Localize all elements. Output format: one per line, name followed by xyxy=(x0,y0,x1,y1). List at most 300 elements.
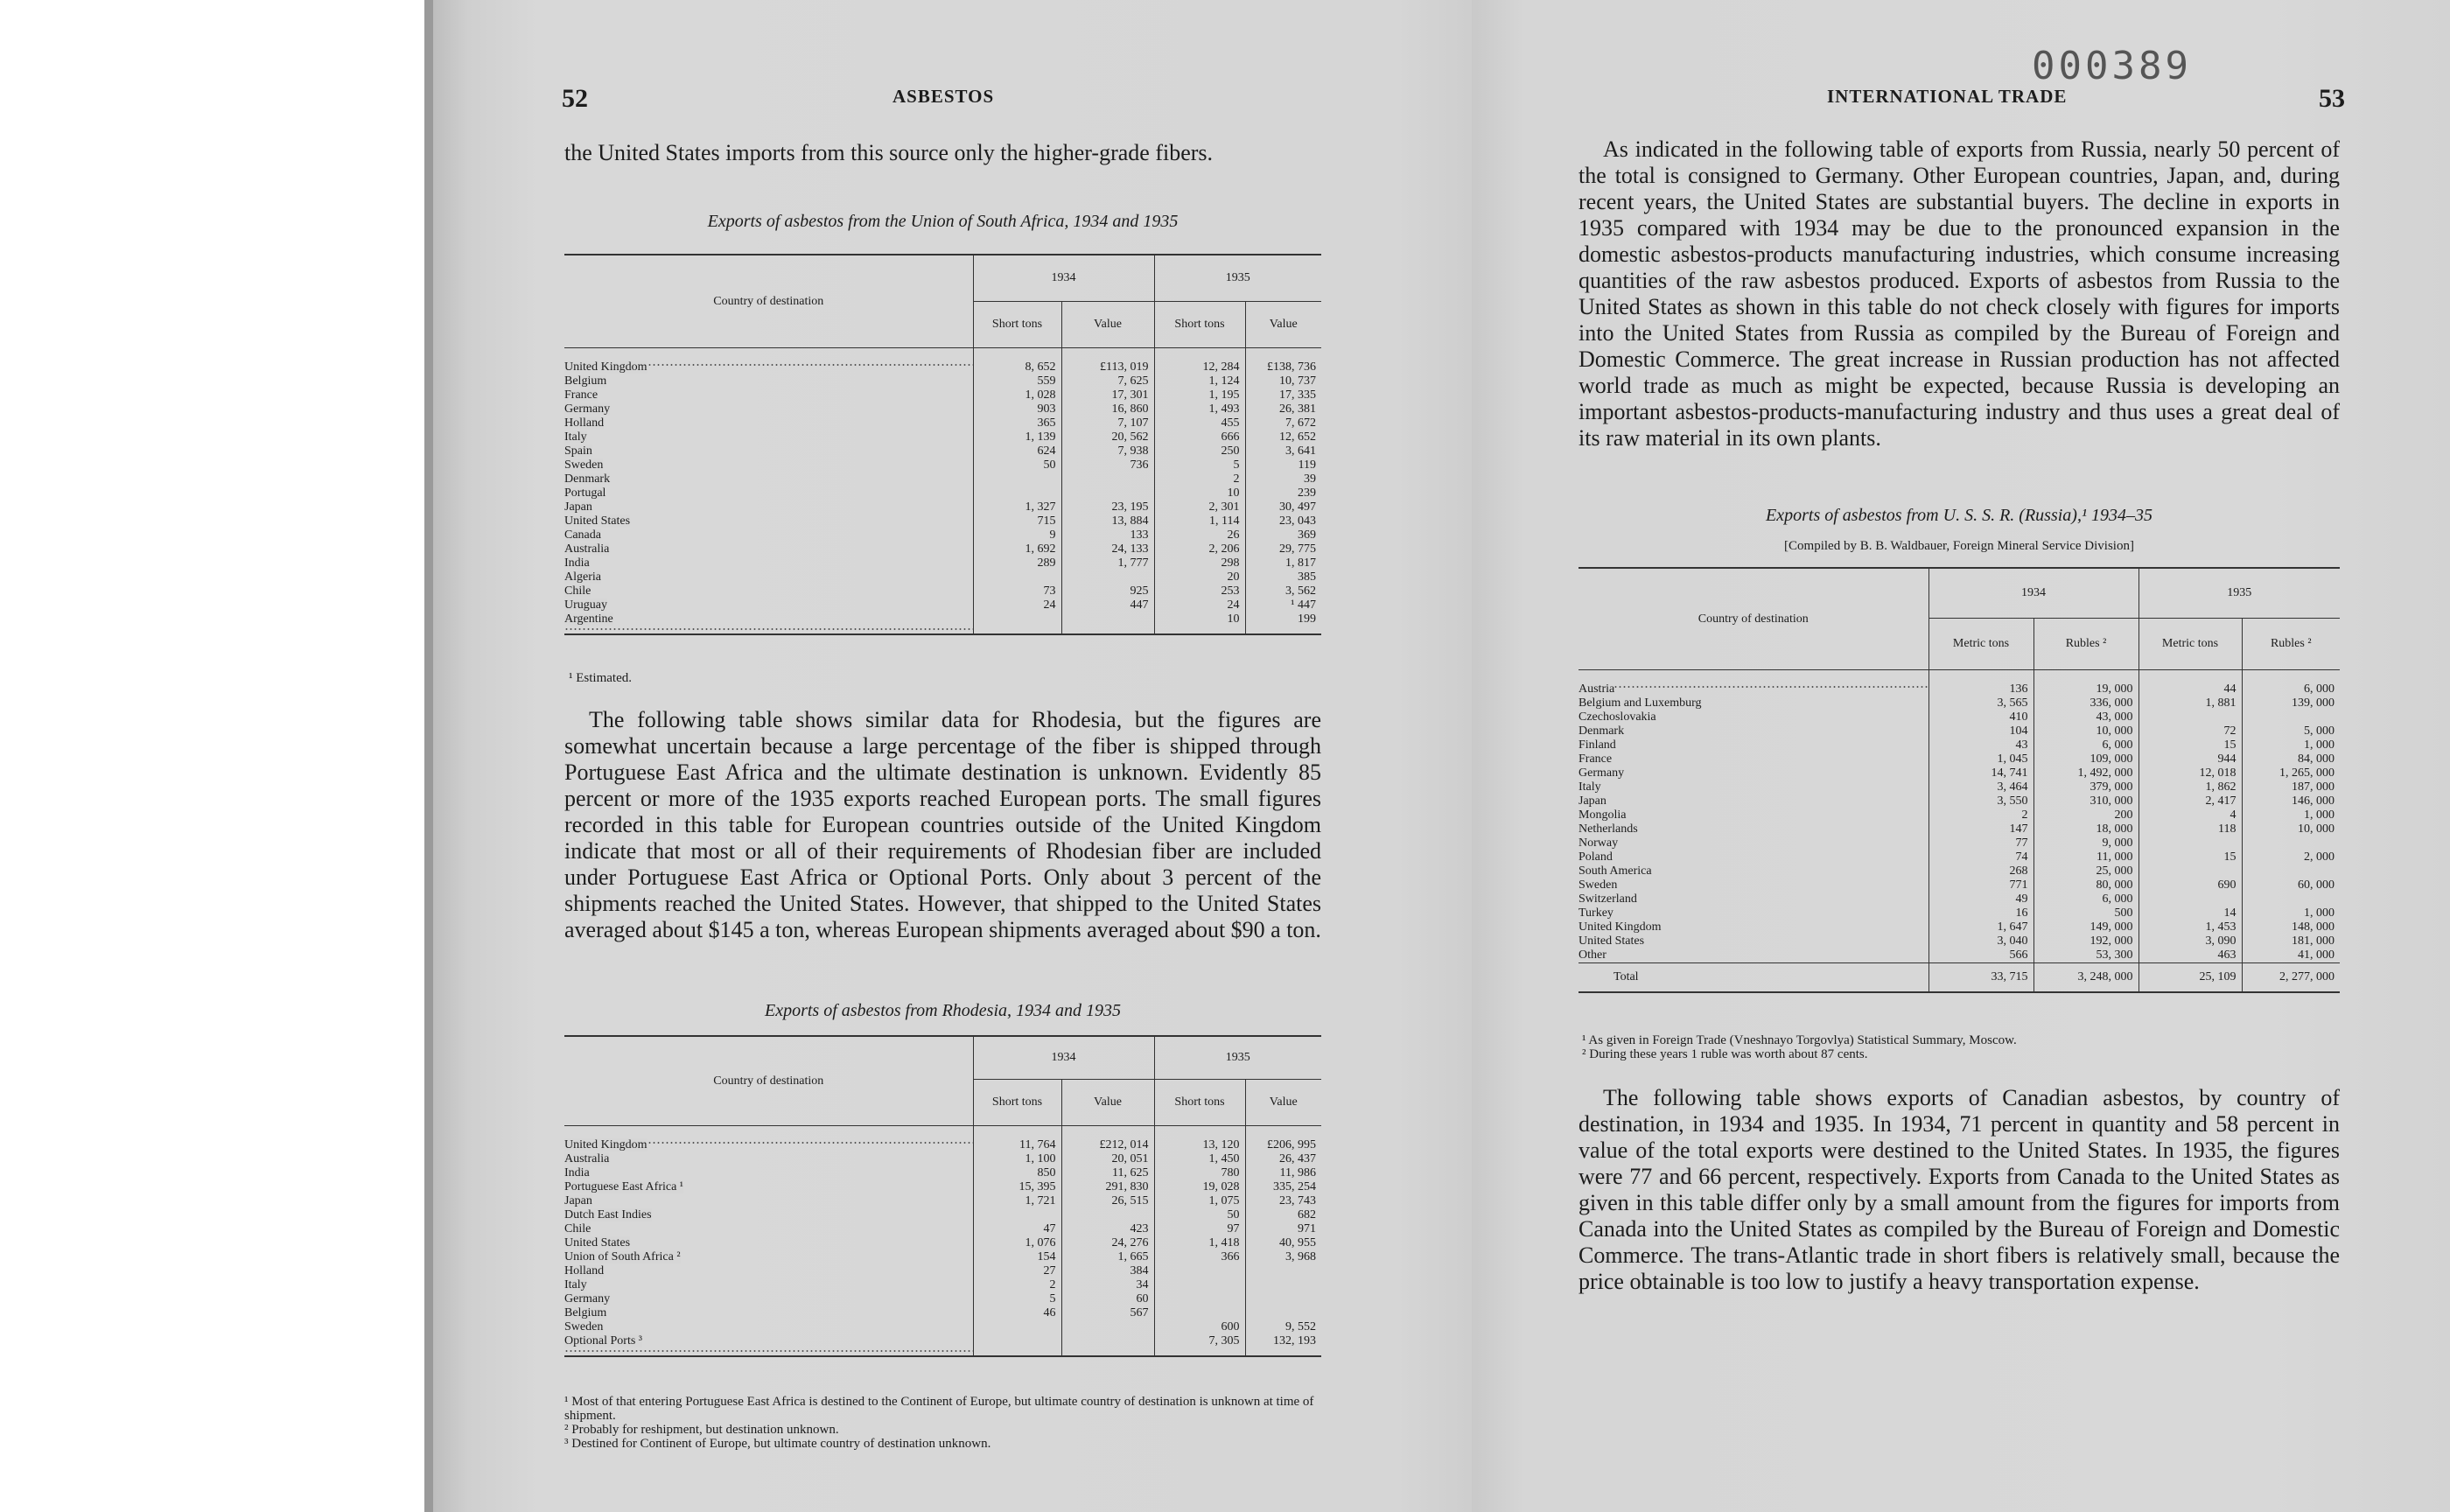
country-name: United Kingdom xyxy=(1578,920,1662,934)
table-row xyxy=(1578,752,2340,766)
russia-paragraph: As indicated in the following table of exports from Russia, nearly 50 percent of the total is consigned to Germany. Other European countries, Japan, and, during recent years, the United States are substantial buyers. The decline in exports in 1935 compared with 1934 may be due to the pronounced expansion in the domestic asbestos-products manufacturing industries, which consume increasing quantities of the raw asbestos produced. Exports of asbestos from Russia to the United States as shown in this table do not check closely with figures for imports into the United States from Russia as compiled by the Bureau of Foreign and Domestic Commerce. The great increase in Russian production has not affected world trade as much as might be expected, because Russia is developing an important asbestos-products-manufacturing industry and thus uses a great deal of its raw material in its own plants. xyxy=(1578,136,2340,451)
value-cell: 6, 000 xyxy=(2034,892,2138,906)
country-cell xyxy=(1578,670,1928,697)
value-cell: 15 xyxy=(2138,738,2242,752)
value-cell: 250 xyxy=(1154,444,1245,458)
value-cell: 9 xyxy=(973,528,1061,542)
value-cell: 1, 692 xyxy=(973,542,1061,556)
country-cell xyxy=(1578,766,1928,780)
value-cell: 1, 777 xyxy=(1061,556,1154,570)
value-cell: 944 xyxy=(2138,752,2242,766)
value-cell: 53, 300 xyxy=(2034,948,2138,963)
value-cell: 3, 090 xyxy=(2138,934,2242,948)
value-cell: 3, 968 xyxy=(1245,1250,1321,1264)
table-row xyxy=(564,430,1321,444)
country-cell xyxy=(564,1180,973,1194)
table-row xyxy=(564,388,1321,402)
country-name: Mongolia xyxy=(1578,808,1627,822)
value-cell: 43 xyxy=(1928,738,2034,752)
country-cell xyxy=(1578,724,1928,738)
value-cell: 24 xyxy=(1154,598,1245,612)
value-cell: 13, 884 xyxy=(1061,514,1154,528)
country-name: Portugal xyxy=(564,486,606,500)
value-cell: 148, 000 xyxy=(2242,920,2340,934)
country-name: Turkey xyxy=(1578,906,1614,920)
value-cell: 366 xyxy=(1154,1250,1245,1264)
value-cell: 410 xyxy=(1928,710,2034,724)
header-col: Value xyxy=(1061,1080,1154,1126)
table-row xyxy=(564,1236,1321,1250)
value-cell: 10, 737 xyxy=(1245,374,1321,388)
table-row xyxy=(1578,892,2340,906)
table-row xyxy=(564,612,1321,634)
value-cell: 13, 120 xyxy=(1154,1126,1245,1153)
value-cell: 2, 277, 000 xyxy=(2242,963,2340,993)
country-name: Sweden xyxy=(1578,878,1618,892)
country-cell xyxy=(564,556,973,570)
country-cell xyxy=(564,1166,973,1180)
header-col: Metric tons xyxy=(1928,619,2034,670)
value-cell: 2, 301 xyxy=(1154,500,1245,514)
value-cell: 77 xyxy=(1928,836,2034,850)
country-cell xyxy=(564,598,973,612)
value-cell xyxy=(1061,1334,1154,1356)
table-row xyxy=(564,584,1321,598)
value-cell: 118 xyxy=(2138,822,2242,836)
value-cell: 26, 381 xyxy=(1245,402,1321,416)
rhodesia-exports-table xyxy=(564,1035,1321,1357)
canada-paragraph: The following table shows exports of Canadian asbestos, by country of destination, in 1934 and 1935. In 1934, 71 percent in quantity and 58 percent in value of the total exports were destined to the United States. In 1935, the figures were 77 and 66 percent, respectively. Exports from Canada to the United States as given in this table differ only by a small amount from the figures for imports from Canada into the United States as compiled by the Bureau of Foreign and Domestic Commerce. The trans-Atlantic trade in short fibers is relatively small, because the price obtainable is too low to justify a heavy transportation expense. xyxy=(1578,1085,2340,1294)
table-row xyxy=(1578,780,2340,794)
value-cell: 30, 497 xyxy=(1245,500,1321,514)
intro-paragraph: the United States imports from this source only the higher-grade fibers. xyxy=(564,140,1214,165)
table-row xyxy=(564,1320,1321,1334)
value-cell xyxy=(973,570,1061,584)
value-cell: 1, 418 xyxy=(1154,1236,1245,1250)
value-cell: 682 xyxy=(1245,1208,1321,1222)
value-cell: £206, 995 xyxy=(1245,1126,1321,1153)
value-cell: 19, 028 xyxy=(1154,1180,1245,1194)
value-cell: 24, 133 xyxy=(1061,542,1154,556)
country-cell xyxy=(1578,738,1928,752)
value-cell: 60, 000 xyxy=(2242,878,2340,892)
header-year-1935: 1935 xyxy=(1154,255,1321,302)
value-cell: 4 xyxy=(2138,808,2242,822)
value-cell: 10, 000 xyxy=(2034,724,2138,738)
table-row xyxy=(564,1126,1321,1153)
value-cell: 1, 647 xyxy=(1928,920,2034,934)
header-col: Value xyxy=(1245,302,1321,348)
value-cell xyxy=(1154,1292,1245,1306)
value-cell xyxy=(1245,1292,1321,1306)
value-cell: 33, 715 xyxy=(1928,963,2034,993)
country-cell xyxy=(564,458,973,472)
country-name: Belgium xyxy=(564,374,607,388)
south-africa-exports-table xyxy=(564,254,1321,635)
footnote: ² During these years 1 ruble was worth about 87 cents. xyxy=(1582,1047,1868,1061)
value-cell xyxy=(973,486,1061,500)
value-cell: 12, 652 xyxy=(1245,430,1321,444)
value-cell: 15 xyxy=(2138,850,2242,864)
table-row xyxy=(564,514,1321,528)
value-cell: 335, 254 xyxy=(1245,1180,1321,1194)
value-cell: 9, 000 xyxy=(2034,836,2138,850)
value-cell: 1, 045 xyxy=(1928,752,2034,766)
value-cell: 11, 764 xyxy=(973,1126,1061,1153)
value-cell: 298 xyxy=(1154,556,1245,570)
value-cell: 385 xyxy=(1245,570,1321,584)
value-cell: 16, 860 xyxy=(1061,402,1154,416)
value-cell: 187, 000 xyxy=(2242,780,2340,794)
value-cell: 239 xyxy=(1245,486,1321,500)
value-cell: 500 xyxy=(2034,906,2138,920)
value-cell: 690 xyxy=(2138,878,2242,892)
value-cell: 666 xyxy=(1154,430,1245,444)
country-name: Optional Ports ³ xyxy=(564,1334,642,1348)
country-name: Spain xyxy=(564,444,592,458)
value-cell: 40, 955 xyxy=(1245,1236,1321,1250)
value-cell: 10, 000 xyxy=(2242,822,2340,836)
value-cell xyxy=(2242,710,2340,724)
country-cell xyxy=(564,542,973,556)
table-row xyxy=(1578,724,2340,738)
value-cell: 463 xyxy=(2138,948,2242,963)
value-cell: 1, 453 xyxy=(2138,920,2242,934)
country-name: Belgium and Luxemburg xyxy=(1578,696,1702,710)
header-col: Value xyxy=(1245,1080,1321,1126)
table-row xyxy=(564,1194,1321,1208)
value-cell xyxy=(1245,1278,1321,1292)
country-name: United States xyxy=(1578,934,1645,948)
value-cell: 20, 562 xyxy=(1061,430,1154,444)
country-cell xyxy=(564,430,973,444)
country-cell xyxy=(564,388,973,402)
value-cell: 72 xyxy=(2138,724,2242,738)
value-cell: 136 xyxy=(1928,670,2034,697)
running-head: ASBESTOS xyxy=(892,86,995,107)
value-cell: 23, 743 xyxy=(1245,1194,1321,1208)
value-cell: 2 xyxy=(973,1278,1061,1292)
value-cell: 365 xyxy=(973,416,1061,430)
value-cell: 384 xyxy=(1061,1264,1154,1278)
country-cell xyxy=(1578,906,1928,920)
value-cell xyxy=(1061,1208,1154,1222)
value-cell xyxy=(1154,1264,1245,1278)
table-row xyxy=(1578,906,2340,920)
value-cell: 200 xyxy=(2034,808,2138,822)
table-subcaption: [Compiled by B. B. Waldbauer, Foreign Mineral Service Division] xyxy=(1784,539,2134,553)
value-cell: 97 xyxy=(1154,1222,1245,1236)
value-cell: 736 xyxy=(1061,458,1154,472)
country-name: Uruguay xyxy=(564,598,607,612)
value-cell: 5 xyxy=(973,1292,1061,1306)
rhodesia-paragraph: The following table shows similar data for Rhodesia, but the figures are somewhat uncertain because a large percentage of the fiber is shipped through Portuguese East Africa and the ultimate destination is unknown. Evidently 85 percent or more of the 1935 exports reached European ports. The small figures recorded in this table for European countries outside of the United Kingdom indicate that most or all of their requirements of Rhodesian fiber are included under Portuguese East Africa or Optional Ports. Only about 3 percent of the shipments reached the United States. However, that shipped to the United States averaged about $145 a ton, whereas European shipments averaged about $90 a ton. xyxy=(564,707,1321,942)
value-cell: 24, 276 xyxy=(1061,1236,1154,1250)
table-row xyxy=(1578,864,2340,878)
country-cell xyxy=(564,1264,973,1278)
country-name: South America xyxy=(1578,864,1652,878)
table-row xyxy=(564,486,1321,500)
value-cell: 25, 109 xyxy=(2138,963,2242,993)
value-cell: 1, 721 xyxy=(973,1194,1061,1208)
table-row xyxy=(564,1292,1321,1306)
country-name: Japan xyxy=(564,500,592,514)
country-cell xyxy=(564,514,973,528)
footnote: ¹ Most of that entering Portuguese East Africa is destined to the Continent of Europe, but ultimate country of destination is unknown at time of shipment. xyxy=(564,1395,1314,1423)
page-number: 53 xyxy=(2319,84,2345,113)
table-row xyxy=(564,1180,1321,1194)
value-cell: 6, 000 xyxy=(2242,670,2340,697)
value-cell: 5 xyxy=(1154,458,1245,472)
country-cell xyxy=(1578,752,1928,766)
value-cell: 34 xyxy=(1061,1278,1154,1292)
table-row xyxy=(564,500,1321,514)
value-cell: 567 xyxy=(1061,1306,1154,1320)
value-cell xyxy=(1245,1306,1321,1320)
value-cell: 109, 000 xyxy=(2034,752,2138,766)
value-cell: 27 xyxy=(973,1264,1061,1278)
value-cell: 74 xyxy=(1928,850,2034,864)
table-row xyxy=(564,1250,1321,1264)
value-cell: 3, 040 xyxy=(1928,934,2034,948)
country-name: Japan xyxy=(564,1194,592,1208)
table-caption: Exports of asbestos from U. S. S. R. (Russia),¹ 1934–35 xyxy=(1766,506,2152,525)
value-cell: 1, 265, 000 xyxy=(2242,766,2340,780)
value-cell: 50 xyxy=(1154,1208,1245,1222)
table-row xyxy=(564,1306,1321,1320)
value-cell: 3, 565 xyxy=(1928,696,2034,710)
value-cell: 14 xyxy=(2138,906,2242,920)
value-cell: 310, 000 xyxy=(2034,794,2138,808)
value-cell: 39 xyxy=(1245,472,1321,486)
value-cell: 119 xyxy=(1245,458,1321,472)
value-cell: 447 xyxy=(1061,598,1154,612)
value-cell: £138, 736 xyxy=(1245,348,1321,375)
table-row xyxy=(564,444,1321,458)
header-col: Metric tons xyxy=(2138,619,2242,670)
value-cell: 925 xyxy=(1061,584,1154,598)
country-name: Holland xyxy=(564,416,605,430)
value-cell: 455 xyxy=(1154,416,1245,430)
country-cell xyxy=(564,1334,973,1356)
value-cell: 2, 417 xyxy=(2138,794,2242,808)
value-cell: 1, 327 xyxy=(973,500,1061,514)
country-name: Chile xyxy=(564,1222,592,1236)
country-cell xyxy=(1578,963,1928,993)
table-row xyxy=(564,1166,1321,1180)
value-cell: 6, 000 xyxy=(2034,738,2138,752)
value-cell: 5, 000 xyxy=(2242,724,2340,738)
country-cell xyxy=(1578,836,1928,850)
value-cell: 47 xyxy=(973,1222,1061,1236)
country-cell xyxy=(564,584,973,598)
table-caption: Exports of asbestos from Rhodesia, 1934 and 1935 xyxy=(764,1001,1122,1020)
value-cell: 18, 000 xyxy=(2034,822,2138,836)
table-row xyxy=(564,542,1321,556)
table-row xyxy=(1578,934,2340,948)
country-cell xyxy=(564,1278,973,1292)
country-name: United Kingdom xyxy=(564,1138,648,1152)
value-cell: 253 xyxy=(1154,584,1245,598)
value-cell: 12, 018 xyxy=(2138,766,2242,780)
country-cell xyxy=(1578,864,1928,878)
value-cell: 15, 395 xyxy=(973,1180,1061,1194)
header-col: Rubles ² xyxy=(2242,619,2340,670)
country-cell xyxy=(1578,948,1928,963)
value-cell: 3, 550 xyxy=(1928,794,2034,808)
footnotes xyxy=(1582,1033,2340,1061)
country-name: United States xyxy=(564,1236,631,1250)
value-cell xyxy=(1061,612,1154,634)
value-cell: 25, 000 xyxy=(2034,864,2138,878)
header-country: Country of destination xyxy=(1578,568,1928,670)
value-cell: 2, 206 xyxy=(1154,542,1245,556)
value-cell xyxy=(2138,836,2242,850)
header-year-1935: 1935 xyxy=(1154,1036,1321,1080)
value-cell: 1, 195 xyxy=(1154,388,1245,402)
table-row xyxy=(1578,850,2340,864)
value-cell: 41, 000 xyxy=(2242,948,2340,963)
value-cell xyxy=(2242,892,2340,906)
value-cell: 199 xyxy=(1245,612,1321,634)
value-cell xyxy=(2242,864,2340,878)
value-cell: 1, 000 xyxy=(2242,906,2340,920)
country-name: India xyxy=(564,1166,590,1180)
russia-exports-table xyxy=(1578,567,2340,993)
value-cell: 73 xyxy=(973,584,1061,598)
country-cell xyxy=(564,528,973,542)
value-cell: 771 xyxy=(1928,878,2034,892)
value-cell: 80, 000 xyxy=(2034,878,2138,892)
value-cell: 23, 043 xyxy=(1245,514,1321,528)
table-row xyxy=(1578,766,2340,780)
value-cell: 2 xyxy=(1928,808,2034,822)
header-col: Rubles ² xyxy=(2034,619,2138,670)
value-cell: 291, 830 xyxy=(1061,1180,1154,1194)
value-cell: 1, 862 xyxy=(2138,780,2242,794)
value-cell: 369 xyxy=(1245,528,1321,542)
table-row xyxy=(1578,670,2340,697)
country-name: Dutch East Indies xyxy=(564,1208,652,1222)
country-cell xyxy=(1578,780,1928,794)
country-cell xyxy=(1578,892,1928,906)
country-cell xyxy=(1578,822,1928,836)
table-row xyxy=(1578,808,2340,822)
value-cell: 1, 665 xyxy=(1061,1250,1154,1264)
value-cell: 7, 672 xyxy=(1245,416,1321,430)
value-cell xyxy=(1061,472,1154,486)
value-cell: 1, 492, 000 xyxy=(2034,766,2138,780)
header-col: Value xyxy=(1061,302,1154,348)
value-cell xyxy=(973,1208,1061,1222)
value-cell: 104 xyxy=(1928,724,2034,738)
table-row xyxy=(564,1278,1321,1292)
value-cell xyxy=(2242,836,2340,850)
country-name: Holland xyxy=(564,1264,605,1278)
country-name: France xyxy=(564,388,598,402)
value-cell: 423 xyxy=(1061,1222,1154,1236)
value-cell xyxy=(2138,864,2242,878)
country-name: Australia xyxy=(564,1152,610,1166)
country-cell xyxy=(564,1292,973,1306)
country-cell xyxy=(564,444,973,458)
value-cell: 24 xyxy=(973,598,1061,612)
country-name: Canada xyxy=(564,528,601,542)
value-cell: 3, 562 xyxy=(1245,584,1321,598)
value-cell: 1, 493 xyxy=(1154,402,1245,416)
country-name: United Kingdom xyxy=(564,360,648,374)
header-col: Short tons xyxy=(1154,1080,1245,1126)
value-cell: ¹ 447 xyxy=(1245,598,1321,612)
value-cell: 12, 284 xyxy=(1154,348,1245,375)
value-cell: 19, 000 xyxy=(2034,670,2138,697)
country-name: Italy xyxy=(564,430,587,444)
value-cell: 26 xyxy=(1154,528,1245,542)
table-row xyxy=(1578,920,2340,934)
right-page xyxy=(1472,0,2450,1512)
country-cell xyxy=(564,500,973,514)
table-row xyxy=(1578,794,2340,808)
value-cell: 1, 000 xyxy=(2242,738,2340,752)
table-row xyxy=(564,528,1321,542)
value-cell: 84, 000 xyxy=(2242,752,2340,766)
header-col: Short tons xyxy=(1154,302,1245,348)
table-row xyxy=(564,402,1321,416)
value-cell: 1, 139 xyxy=(973,430,1061,444)
country-name: Chile xyxy=(564,584,592,598)
table-caption: Exports of asbestos from the Union of South Africa, 1934 and 1935 xyxy=(707,212,1179,231)
country-cell xyxy=(564,1152,973,1166)
country-name: Netherlands xyxy=(1578,822,1638,836)
table-row xyxy=(1578,836,2340,850)
table-row xyxy=(1578,948,2340,963)
value-cell xyxy=(1061,570,1154,584)
table-row xyxy=(1578,696,2340,710)
country-name: Germany xyxy=(564,402,611,416)
value-cell: 2, 000 xyxy=(2242,850,2340,864)
country-name: Argentine xyxy=(564,612,613,626)
country-name: Sweden xyxy=(564,458,604,472)
value-cell: 49 xyxy=(1928,892,2034,906)
table-row xyxy=(564,1264,1321,1278)
header-year-1935: 1935 xyxy=(2138,568,2340,619)
value-cell: 1, 881 xyxy=(2138,696,2242,710)
country-name: Germany xyxy=(564,1292,611,1306)
value-cell: 44 xyxy=(2138,670,2242,697)
footnote: ³ Destined for Continent of Europe, but ultimate country of destination unknown. xyxy=(564,1437,991,1451)
table-row xyxy=(564,458,1321,472)
left-page xyxy=(424,0,1479,1512)
table-row xyxy=(564,374,1321,388)
table-row xyxy=(564,570,1321,584)
country-name: Poland xyxy=(1578,850,1613,864)
country-name: Total xyxy=(1578,970,1639,984)
country-cell xyxy=(564,1208,973,1222)
footnotes xyxy=(564,1395,1321,1451)
value-cell xyxy=(1061,1320,1154,1334)
value-cell: 2 xyxy=(1154,472,1245,486)
value-cell: 17, 301 xyxy=(1061,388,1154,402)
country-name: Germany xyxy=(1578,766,1625,780)
value-cell: 1, 075 xyxy=(1154,1194,1245,1208)
country-cell xyxy=(564,570,973,584)
country-name: United States xyxy=(564,514,631,528)
table-row xyxy=(564,1222,1321,1236)
value-cell: 7, 107 xyxy=(1061,416,1154,430)
value-cell: 154 xyxy=(973,1250,1061,1264)
country-cell xyxy=(564,612,973,634)
country-cell xyxy=(564,374,973,388)
